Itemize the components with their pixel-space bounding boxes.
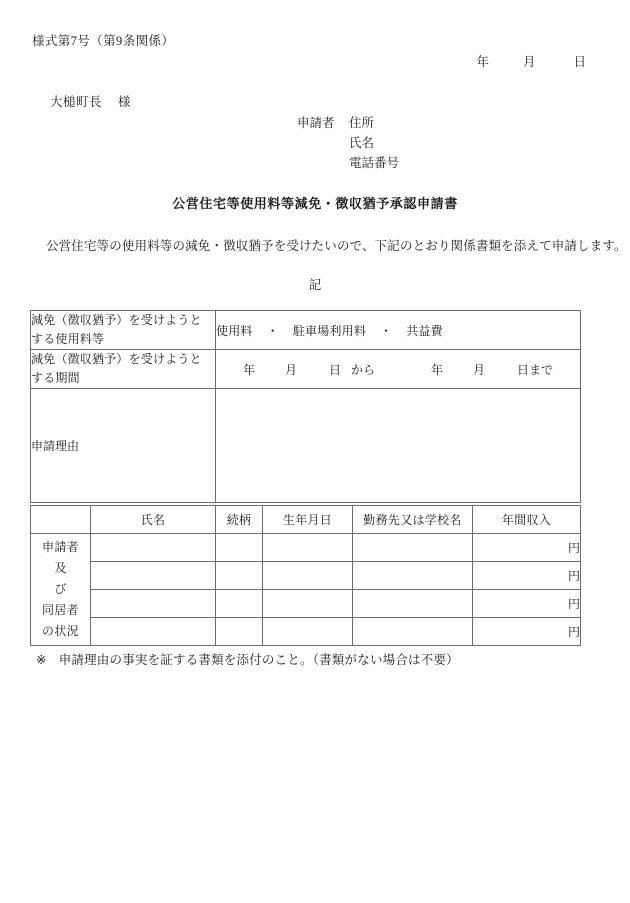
period-end-year: 年 xyxy=(431,362,444,377)
table-row xyxy=(31,562,581,590)
ki-marker: 記 xyxy=(308,278,322,292)
period-value-cell[interactable] xyxy=(216,350,581,389)
application-details-table xyxy=(30,310,581,503)
lead-paragraph: 公営住宅等の使用料等の減免・徴収猶予を受けたいので、下記のとおり関係書類を添えて申請します。 xyxy=(46,239,627,253)
member-birthdate-cell[interactable] xyxy=(263,618,353,646)
period-label-cell xyxy=(31,350,216,389)
household-col-relation: 続柄 xyxy=(216,506,263,534)
fee-option-parking[interactable]: 駐車場利用料 xyxy=(292,323,367,338)
addressee-line xyxy=(50,92,131,110)
page-title: 公営住宅等使用料等減免・徴収猶予承認申請書 xyxy=(172,196,458,211)
period-start-day: 日 xyxy=(328,362,341,377)
member-birthdate-cell[interactable] xyxy=(263,562,353,590)
period-line xyxy=(243,361,553,378)
footnote-text: 申請理由の事実を証する書類を添付のこと。（書類がない場合は不要） xyxy=(58,653,459,667)
member-relation-cell[interactable] xyxy=(216,590,263,618)
addressee-name: 大槌町長 xyxy=(50,95,103,109)
member-relation-cell[interactable] xyxy=(216,618,263,646)
household-col-blank xyxy=(31,506,91,534)
household-side-label-line4: の状況 xyxy=(42,624,79,638)
member-name-cell[interactable] xyxy=(91,618,216,646)
fee-option-separator-2: ・ xyxy=(380,323,393,338)
applicant-address-row xyxy=(297,113,399,133)
fee-type-label-cell xyxy=(31,311,216,350)
member-workplace-cell[interactable] xyxy=(353,562,473,590)
member-income-cell[interactable]: 円 xyxy=(473,590,581,618)
period-label-line1: 減免（徴収猶予）を受けようと xyxy=(31,352,202,366)
member-income-cell[interactable]: 円 xyxy=(473,618,581,646)
table-row xyxy=(31,590,581,618)
fee-option-common[interactable]: 共益費 xyxy=(406,323,443,338)
table-row-fee-type xyxy=(31,311,581,350)
table-row xyxy=(31,534,581,562)
applicant-info-block xyxy=(297,113,399,173)
period-start-year: 年 xyxy=(242,362,255,377)
member-name-cell[interactable] xyxy=(91,534,216,562)
applicant-name-row xyxy=(297,133,399,153)
household-col-name: 氏名 xyxy=(91,506,216,534)
member-relation-cell[interactable] xyxy=(216,534,263,562)
table-row-reason xyxy=(31,389,581,503)
household-col-birthdate: 生年月日 xyxy=(263,506,353,534)
household-header-row xyxy=(31,506,581,534)
form-number: 様式第7号（第9条関係） xyxy=(32,34,175,48)
header-date-line xyxy=(476,52,586,70)
applicant-phone-row xyxy=(297,153,399,173)
header-date-day: 日 xyxy=(573,55,586,69)
household-side-label-line2: 及 び xyxy=(54,561,91,596)
fee-type-label-line1: 減免（徴収猶予）を受けようと xyxy=(31,313,202,327)
household-members-table xyxy=(30,505,581,646)
household-col-income: 年間収入 xyxy=(473,506,581,534)
member-birthdate-cell[interactable] xyxy=(263,534,353,562)
table-row-period xyxy=(31,350,581,389)
applicant-lead-label: 申請者 xyxy=(297,116,335,130)
addressee-honorific: 様 xyxy=(118,95,132,109)
member-relation-cell[interactable] xyxy=(216,562,263,590)
fee-option-separator-1: ・ xyxy=(266,323,279,338)
fee-type-label-line2: する使用料等 xyxy=(31,332,105,346)
member-income-cell[interactable]: 円 xyxy=(473,562,581,590)
member-name-cell[interactable] xyxy=(91,562,216,590)
period-end-day: 日まで xyxy=(517,362,554,377)
household-side-label-line1: 申請者 xyxy=(42,540,79,554)
fee-type-value-cell[interactable] xyxy=(216,311,581,350)
table-row xyxy=(31,618,581,646)
period-label-line2: する期間 xyxy=(31,371,80,385)
header-date-year: 年 xyxy=(476,55,489,69)
member-workplace-cell[interactable] xyxy=(353,534,473,562)
period-start-month: 月 xyxy=(284,362,297,377)
member-birthdate-cell[interactable] xyxy=(263,590,353,618)
household-side-label xyxy=(31,534,91,646)
footnote-mark-icon: ※ xyxy=(36,653,47,667)
member-workplace-cell[interactable] xyxy=(353,590,473,618)
period-end-month: 月 xyxy=(473,362,486,377)
fee-option-usage[interactable]: 使用料 xyxy=(216,323,253,338)
member-workplace-cell[interactable] xyxy=(353,618,473,646)
fee-type-options xyxy=(216,322,580,339)
reason-label-cell: 申請理由 xyxy=(31,389,216,503)
member-name-cell[interactable] xyxy=(91,590,216,618)
period-from-label: から xyxy=(350,362,375,377)
applicant-name-label: 氏名 xyxy=(349,136,375,150)
household-side-label-line3: 同居者 xyxy=(42,603,79,617)
applicant-phone-label: 電話番号 xyxy=(349,156,400,170)
member-income-cell[interactable]: 円 xyxy=(473,534,581,562)
footnote xyxy=(36,650,459,668)
header-date-month: 月 xyxy=(522,55,536,69)
applicant-address-label: 住所 xyxy=(349,116,375,130)
reason-value-cell[interactable] xyxy=(216,389,581,503)
household-col-workplace: 勤務先又は学校名 xyxy=(353,506,473,534)
